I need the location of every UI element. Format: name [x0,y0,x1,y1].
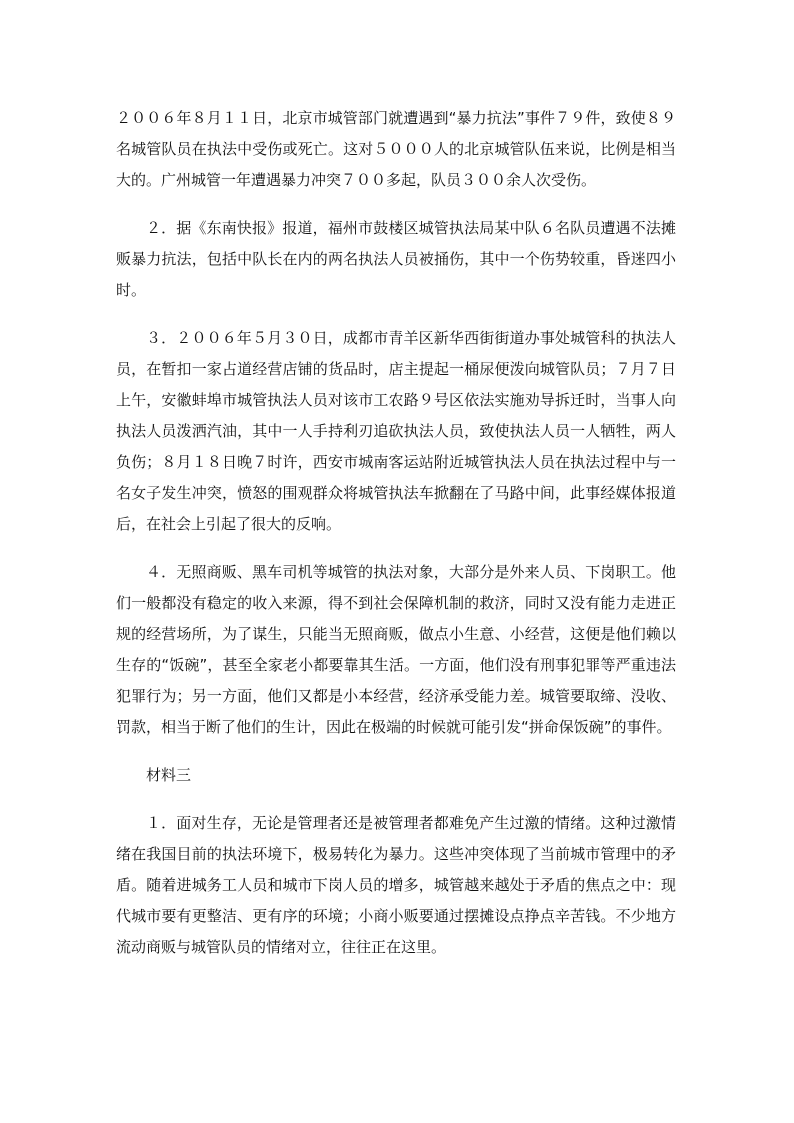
paragraph-2: ２．据《东南快报》报道，福州市鼓楼区城管执法局某中队６名队员遭遇不法摊贩暴力抗法，包括中队长在内的两名执法人员被捅伤，其中一个伤势较重，昏迷四小时。 [116,219,676,299]
paragraph-4: ４．无照商贩、黑车司机等城管的执法对象，大部分是外来人员、下岗职工。他们一般都没有稳定的收入来源，得不到社会保障机制的救济，同时又没有能力走进正规的经营场所，为了谋生，只能当无照商贩，做点小生意、小经营，这便是他们赖以生存的“饭碗”，甚至全家老小都要靠其生活。一方面，他们没有刑事犯罪等严重违法犯罪行为；另一方面，他们又都是小本经营，经济承受能力差。城管要取缔、没收、罚款，相当于断了他们的生计，因此在极端的时候就可能引发“拼命保饭碗”的事件。 [116,563,676,736]
document-page [116,103,676,980]
section-paragraph-1: １．面对生存，无论是管理者还是被管理者都难免产生过激的情绪。这种过激情绪在我国目前的执法环境下，极易转化为暴力。这些冲突体现了当前城市管理中的矛盾。随着进城务工人员和城市下岗人员的增多，城管越来越处于矛盾的焦点之中：现代城市要有更整洁、更有序的环境；小商小贩要通过摆摊设点挣点辛苦钱。不少地方流动商贩与城管队员的情绪对立，往往正在这里。 [116,814,676,956]
paragraph-1: ２００６年８月１１日，北京市城管部门就遭遇到“暴力抗法”事件７９件，致使８９名城管队员在执法中受伤或死亡。这对５０００人的北京城管队伍来说，比例是相当大的。广州城管一年遭遇暴力冲突７００多起，队员３００余人次受伤。 [116,109,676,189]
section-heading: 材料三 [146,766,192,784]
paragraph-3: ３．２００６年５月３０日，成都市青羊区新华西街街道办事处城管科的执法人员，在暂扣一家占道经营店铺的货品时，店主提起一桶尿便泼向城管队员；７月７日上午，安徽蚌埠市城管执法人员对该市工农路９号区依法实施劝导拆迁时，当事人向执法人员泼洒汽油，其中一人手持利刃追砍执法人员，致使执法人员一人牺牲，两人负伤；８月１８日晚７时许，西安市城南客运站附近城管执法人员在执法过程中与一名女子发生冲突，愤怒的围观群众将城管执法车掀翻在了马路中间，此事经媒体报道后，在社会上引起了很大的反响。 [116,329,676,533]
